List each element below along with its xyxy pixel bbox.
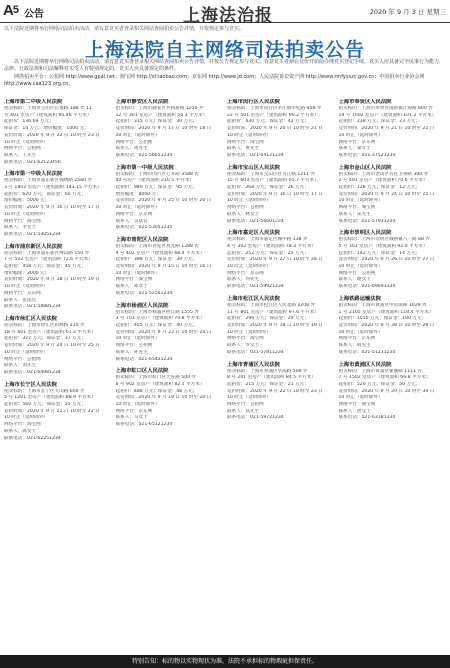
court-name: 上海市普陀区人民法院 [115, 236, 169, 243]
notice-column [116, 99, 224, 652]
notice-line: 联系电话：021-53051234 [4, 231, 61, 237]
intro-paragraph: 以下法院近期将举行网络司法拍卖活动，请有意竞买者登录相关网站查阅拍卖公告详情，并按公告规定参与竞买。有意竞买者须在竞价开始前办理竞买登记手续，竞买人应具备完全民事行为能力，法律、行政法规和司法解释对买受人有特别规定的，竞买人应具备规定的条件。 [4, 59, 445, 73]
notice-line: 联系人：马女士 [115, 415, 148, 421]
notice-line: 联系人：韩先生 [338, 343, 371, 349]
notice-line: 10 时止（延时除外） [4, 139, 49, 145]
notice-line: 联系人：周先生 [115, 146, 148, 152]
auction-notice [339, 165, 447, 226]
notice-line: 联系人：梁女士 [338, 146, 371, 152]
notice-column [4, 99, 112, 652]
notice-line: 联系电话：021-59721234 [227, 415, 284, 421]
notice-line: 竞价时间：2020 年 9 月 18 日 10 时至 19 日 [4, 277, 100, 283]
notice-line: 拍卖标的：上海市宝山区长逸路 188 弄 11 [4, 106, 92, 111]
notice-line: 19 号 1002 室房产（建筑面积 101.2 平方米） [338, 112, 437, 118]
court-name: 上海市徐汇区人民法院 [4, 315, 57, 322]
notice-line: 竞价时间：2020 年 9 月 18 日 10 时至 19 日 [227, 322, 323, 328]
notice-line: 竞价时间：2020 年 9 月 28 日 10 时至 29 日 [338, 322, 435, 328]
notice-line: 10 时止（延时除外） [115, 270, 160, 276]
notice-line: 拍卖标的：上海市闵行区莘庄镇莘松路 958 弄 [227, 106, 322, 111]
notice-line: 联系电话：021-52561234 [115, 290, 173, 296]
notice-line: 9 号 402 室房产（建筑面积 68.4 平方米） [115, 250, 205, 256]
notice-line: 竞价时间：2020 年 9 月 17 日 10 时至 18 日 [115, 126, 212, 132]
notice-line: 联系人：孙先生 [115, 349, 148, 355]
court-name: 上海市虹口区人民法院 [115, 368, 169, 375]
notice-line: 10 时止（延时除外） [338, 395, 383, 401]
notice-line: 竞价时间：2020 年 9 月 20 日 10 时至 21 日 [227, 126, 323, 132]
notice-line: 联系人：郑女士 [115, 284, 148, 290]
auction-notice [4, 382, 112, 443]
court-name: 上海市第一中级人民法院 [4, 171, 63, 178]
notice-line: 起拍价：238 万元；保证金：23 万元； [338, 119, 421, 125]
notice-line: 竞价时间：2020 年 9 月 15 日 10 时至 16 日 [115, 264, 212, 270]
auction-notice [4, 171, 112, 238]
notice-column [339, 99, 447, 652]
notice-line: 10 时止（延时除外） [115, 205, 160, 211]
notice-line: 网络平台：公拍网 [115, 343, 153, 349]
notice-line: 拍卖标的：上海市金山区石化卫零路 300 弄 [338, 171, 429, 177]
notice-line: 10 时止（延时除外） [115, 132, 160, 138]
notice-line: 10 时止（延时除外） [227, 132, 272, 138]
notice-line: 联系电话：021-64981234 [4, 369, 61, 375]
court-name: 上海市奉贤区人民法院 [338, 99, 392, 105]
notice-line: 网络平台：公拍网 [115, 139, 153, 145]
notice-line: 联系电话：021-56651234 [115, 152, 173, 158]
auction-notice [227, 99, 335, 160]
notice-line: 联系人：罗女士 [227, 343, 260, 349]
court-name: 上海市闵行区人民法院 [227, 99, 280, 105]
notice-line: 增价幅度：3000 元； [4, 270, 50, 276]
notice-line: 起拍价：315 万元；保证金：30 万元； [115, 119, 198, 125]
court-name: 上海铁路运输法院 [338, 295, 381, 302]
notice-line: 联系人：李女士 [4, 225, 37, 231]
notice-line: 起拍价：128 万元；保证金：12 万元； [338, 185, 421, 191]
notice-line: 起拍价：430 万元；保证金：42 万元； [227, 119, 309, 125]
notice-line: 7 号 502 室房产（建筑面积 72.6 平方米） [4, 257, 93, 263]
notice-line: 联系电话：021-53051235 [115, 225, 173, 231]
notice-line: 联系人：吴法官 [115, 218, 148, 224]
notice-line: 网络平台：公拍网 [338, 270, 376, 276]
notice-line: 网络平台：公拍网 [4, 356, 41, 362]
notice-line: 1 号 2105 室房产（建筑面积 118.4 平方米） [338, 309, 434, 315]
notice-line: 10 时止（延时除外） [227, 329, 272, 335]
court-name: 上海市第一中级人民法院 [115, 164, 174, 171]
notice-line: 竞价时间：2020 年 9 月 29 日 10 时至 30 日 [338, 388, 435, 394]
notice-line: 10 时止（延时除外） [338, 264, 383, 270]
notice-line: 网络平台：淘宝网 [227, 139, 264, 145]
court-name: 上海市杨浦区人民法院 [115, 302, 169, 309]
auction-notice [116, 165, 224, 232]
notice-line: 联系电话：021-65121234 [115, 422, 173, 428]
auction-notice [339, 230, 447, 291]
intro-paragraph: 网络拍卖平台：公拍网 http://www.gpai.net；淘宝网 http://sf.taobao.com；京东网 http://www.jd.com；人民法院诉讼资产网 http://www.rmfysszc.gov.cn；中国拍卖行业协会网 http://www.caa123.org.cn。 [4, 73, 425, 87]
notice-line: 联系人：谢女士 [338, 277, 371, 283]
notice-line: 联系电话：021-51231234 [338, 349, 396, 355]
notice-line: 网络平台：淘宝网 [227, 336, 264, 342]
notice-line: 起拍价：488 万元；保证金：48 万元； [115, 388, 198, 394]
notice-line: 10 时止（延时除外） [4, 349, 49, 355]
notice-line: 竞价时间：2020 年 9 月 16 日 10 时至 17 日 [4, 205, 100, 211]
notice-line: 联系人：唐女士 [338, 408, 371, 414]
court-name: 上海市金山区人民法院 [338, 164, 392, 171]
notice-line: 竞价时间：2020 年 9 月 22 日 10 时至 23 日 [4, 132, 100, 138]
notice-line: 拍卖标的：上海市徐汇区田林路 210 弄 [4, 322, 85, 328]
auction-notice [227, 230, 335, 291]
court-name: 上海市青浦区人民法院 [227, 361, 280, 368]
notice-line: 网络平台：淘宝网 [4, 218, 41, 224]
notice-line: 拍卖标的：上海市杨浦区控江路 1555 弄 [115, 309, 200, 315]
notice-line: 10 时止（延时除外） [115, 336, 160, 342]
notice-line: 起拍价：458 万元；保证金：45 万元； [4, 264, 86, 270]
notice-line: 联系电话：021-59921234 [227, 284, 284, 290]
court-name: 上海市长宁区人民法院 [4, 381, 57, 388]
notice-line: 联系电话：021-64121234 [227, 152, 284, 158]
auction-notice [116, 99, 224, 160]
section-label: 公告 [24, 9, 44, 20]
intro-section [4, 59, 446, 88]
notice-line: 竞价时间：2020 年 9 月 25 日 10 时至 26 日 [115, 198, 212, 204]
notice-line: 10 时止（延时除外） [4, 284, 49, 290]
notice-line: 10 时止（延时除外） [338, 198, 383, 204]
notice-line: 联系电话：021-57811234 [227, 349, 284, 355]
notice-line: 10 时止（延时除外） [4, 211, 49, 217]
notice-line: 竞价时间：2020 年 9 月 24 日 10 时至 25 日 [4, 343, 100, 349]
notice-line: 网络平台：淘宝网 [338, 402, 376, 408]
notice-line: 网络平台：京东网 [338, 336, 376, 342]
notice-line: 联系电话：021-65431234 [115, 356, 173, 362]
notice-line: 网络平台：京东网 [338, 139, 376, 145]
notice-line: 起拍价：1050 万元；保证金：100 万元； [338, 316, 427, 322]
auction-notice [116, 368, 224, 429]
notice-line: 10 时止（延时除外） [227, 395, 272, 401]
notice-line: 竞价时间：2020 年 9 月 21 日 10 时至 22 日 [338, 126, 435, 132]
auction-notice [4, 244, 112, 311]
court-name: 上海市崇明区人民法院 [338, 230, 392, 237]
auction-notice [339, 296, 447, 357]
notice-line: 5 号 301 室房产（建筑面积 92.0 平方米） [338, 243, 428, 249]
notice-column [227, 99, 335, 652]
notice-line: 竞价时间：2020 年 9 月 27 日 10 时至 28 日 [227, 257, 323, 263]
page-title: 上海法院自主网络司法拍卖公告 [84, 39, 365, 61]
notice-line: 联系人：林女士 [227, 211, 260, 217]
notice-line: 拍卖标的：上海市黄浦区瞿溪路 1111 弄 [338, 368, 423, 374]
court-name: 上海市浦东新区人民法院 [4, 243, 63, 250]
court-name: 上海市第二中级人民法院 [4, 99, 63, 105]
notice-line: 联系人：高先生 [227, 408, 260, 414]
notice-line: 联系人：宋先生 [338, 211, 371, 217]
auction-notice [227, 165, 335, 226]
notice-line: 10 时止（延时除外） [227, 264, 272, 270]
court-name: 上海市宝山区人民法院 [227, 164, 280, 171]
notice-line: 联系电话：021-37521234 [338, 152, 396, 158]
lead-text: 以下法院近期将举行网络司法拍卖活动，请有意竞买者登录相关网站查阅拍卖公告详情，并按规定参与竞买。 [4, 26, 245, 32]
notice-line: 5 号 1201 室房产（建筑面积 88.9 平方米） [4, 395, 96, 401]
court-name: 上海市黄浦区人民法院 [338, 361, 392, 368]
notice-line: 拍卖标的：上海市松江区人民北路 2208 弄 [227, 302, 316, 308]
notice-line: 拍卖标的：上海市浦东新区博山路 150 弄 [4, 250, 90, 256]
notice-line: 网络平台：公拍网 [227, 402, 264, 408]
auction-notice [4, 99, 112, 166]
auction-notice [116, 237, 224, 298]
notice-line: 22 号 501 室房产（建筑面积 90.2 平方米） [227, 112, 319, 118]
notice-line: 起拍价：268 万元；保证金：26 万元； [227, 185, 309, 191]
notice-line: 拍卖标的：上海市虹口区大连路 500 弄 [115, 375, 197, 381]
notice-line: 竞价时间：2020 年 9 月 19 日 10 时至 20 日 [115, 395, 212, 401]
notice-line: 增价幅度：5000 元； [4, 198, 50, 204]
auction-notice [227, 296, 335, 357]
notice-line: 11 号 801 室房产（建筑面积 97.6 平方米） [227, 309, 319, 315]
notice-line: 拍卖标的：上海市普陀区真光路 1288 弄 [115, 243, 200, 249]
notice-line: 起拍价：252 万元；保证金：25 万元； [227, 250, 309, 256]
notice-line: 拍卖标的：上海市静安区共和新路 1250 弄 [115, 106, 204, 111]
notice-columns [4, 99, 446, 652]
footer-notice: 特别告知：标的物以实物现状为准，法院不承担标的物瑕疵担保责任。 [0, 655, 450, 668]
notice-line: 10 时止（延时除外） [338, 132, 383, 138]
notice-line: 起拍价：215 万元；保证金：21 万元； [227, 381, 309, 387]
notice-line: 联系人：黄先生 [227, 146, 260, 152]
auction-notice [116, 303, 224, 364]
notice-line: 拍卖标的：上海市浦东新区锦绣路 2580 弄 [4, 178, 93, 184]
court-name: 上海市嘉定区人民法院 [227, 230, 280, 237]
notice-line: 7 号 1502 室房产（建筑面积 66.8 平方米） [338, 375, 431, 381]
notice-line: 网络平台：淘宝网 [338, 205, 376, 211]
notice-line: 联系电话：021-69691234 [338, 284, 396, 290]
notice-line: 10 时止（延时除外） [338, 329, 383, 335]
notice-line: 竞价时间：2020 年 9 月 21 日 10 时至 22 日 [4, 408, 100, 414]
auction-notice [4, 316, 112, 377]
notice-line: 6 号 902 室房产（建筑面积 82.1 平方米） [115, 381, 205, 387]
notice-line: 联系电话：021-62123456 [4, 159, 61, 165]
notice-line: 竞价时间：2020 年 9 月 22 日 10 时至 23 日 [227, 388, 323, 394]
page-header [0, 0, 450, 26]
notice-line: 竞价时间：2020 年 9 月 26 日 10 时至 27 日 [338, 257, 435, 263]
auction-notice [339, 99, 447, 160]
notice-line: 联系人：陈女士 [4, 428, 37, 434]
notice-line: 拍卖标的：上海市黄浦区中山南路 1029 弄 [338, 302, 427, 308]
auction-notice [227, 362, 335, 423]
notice-line: 联系电话：021-58881234 [4, 304, 61, 310]
notice-line: 联系电话：021-62251234 [4, 435, 61, 441]
notice-line: 竞价时间：2020 年 9 月 24 日 10 时至 25 日 [338, 191, 435, 197]
notice-line: 联系电话：021-56601234 [227, 218, 284, 224]
notice-line: 拍卖标的：上海市奉贤区南桥镇江海路 800 弄 [338, 106, 433, 111]
notice-line: 起拍价：372 万元；保证金：37 万元； [4, 336, 86, 342]
notice-line: 起拍价：142 万元；保证金：14 万元； [338, 250, 421, 256]
notice-line: 拍卖标的：上海市嘉定区城中路 138 弄 [227, 237, 308, 243]
notice-line: 网络平台：公拍网 [4, 146, 41, 152]
notice-line: 网络平台：淘宝网 [115, 277, 153, 283]
issue-date: 2020 年 9 月 3 日 星期三 [369, 8, 446, 16]
notice-line: 3 号 1802 室房产（建筑面积 143.15 平方米） [4, 185, 102, 191]
notice-line: 竞价时间：2020 年 9 月 16 日 10 时至 17 日 [227, 191, 323, 197]
notice-line: 起拍价：296 万元；保证金：29 万元； [227, 316, 309, 322]
notice-line: 保证金：14 万元；增价幅度：1000 元； [4, 126, 89, 132]
notice-line: 网络平台：京东网 [227, 270, 264, 276]
newspaper-logo: 上海法治报 [183, 6, 273, 26]
notice-line: 拍卖标的：上海市崇明区城桥镇八一路 88 弄 [338, 237, 430, 243]
notice-line: 联系电话：021-57931234 [338, 218, 396, 224]
notice-line: 3 号 701 室房产（建筑面积 74.8 平方米） [115, 316, 205, 322]
notice-line: 网络平台：京东网 [115, 211, 153, 217]
notice-line: 拍卖标的：上海市宝山区牡丹江路 1211 弄 [227, 171, 316, 177]
notice-line: 拍卖标的：上海市长宁区天山路 600 弄 [4, 388, 85, 394]
notice-line: 网络平台：京东网 [115, 408, 153, 414]
notice-line: 联系人：王先生 [4, 152, 37, 158]
notice-line: 10 时止（延时除外） [4, 415, 49, 421]
notice-line: 起拍价：136.69 万元； [4, 119, 54, 125]
notice-line: 拍卖标的：上海市闵行区七莘路 3588 弄 [115, 171, 200, 177]
notice-line: 联系电话：021-63181234 [338, 415, 396, 421]
notice-line: 10 时止（延时除外） [115, 402, 160, 408]
auction-notice [339, 362, 447, 423]
notice-line: 起拍价：980 万元；保证金：95 万元； [115, 185, 198, 191]
notice-line: 号 401 室房产（建筑面积 95.46 平方米） [4, 112, 92, 118]
notice-line: 联系人：刘先生 [4, 363, 37, 369]
notice-line: 起拍价：620 万元；保证金：60 万元； [4, 191, 86, 197]
notice-line: 起拍价：405 万元；保证金：40 万元； [115, 322, 198, 328]
notice-line: 起拍价：560 万元；保证金：55 万元； [4, 402, 86, 408]
notice-line: 40 号房产（建筑面积 210.5 平方米） [115, 178, 195, 184]
court-name: 上海市松江区人民法院 [227, 295, 280, 302]
notice-line: 联系人：何先生 [227, 277, 260, 283]
notice-line: 竞价时间：2020 年 9 月 23 日 10 时至 24 日 [115, 329, 212, 335]
notice-line: 10 时止（延时除外） [227, 198, 272, 204]
notice-line: 网络平台：淘宝网 [4, 422, 41, 428]
notice-line: 18 号 601 室房产（建筑面积 61.2 平方米） [4, 329, 96, 335]
notice-line: 网络平台：京东网 [4, 290, 41, 296]
notice-line: 15 号 603 室房产（建筑面积 65.7 平方米） [227, 178, 319, 184]
notice-line: 增价幅度：8000 元； [115, 191, 161, 197]
notice-line: 起拍价：520 万元；保证金：50 万元； [338, 381, 421, 387]
notice-line: 起拍价：398 万元；保证金：39 万元； [115, 257, 198, 263]
notice-line: 拍卖标的：上海市青浦区华浦路 500 弄 [227, 368, 308, 374]
court-name: 上海市静安区人民法院 [115, 99, 169, 105]
notice-line: 网络平台：公拍网 [227, 205, 264, 211]
notice-line: 2 号 401 室房产（建筑面积 70.6 平方米） [338, 178, 428, 184]
notice-line: 8 号 201 室房产（建筑面积 84.5 平方米） [227, 375, 316, 381]
page-number: A5 [3, 2, 18, 19]
notice-line: 12 号 301 室房产（建筑面积 56.3 平方米） [115, 112, 208, 118]
notice-line: 4 号 302 室房产（建筑面积 78.3 平方米） [227, 243, 316, 249]
notice-line: 联系人：张法官 [4, 297, 37, 303]
